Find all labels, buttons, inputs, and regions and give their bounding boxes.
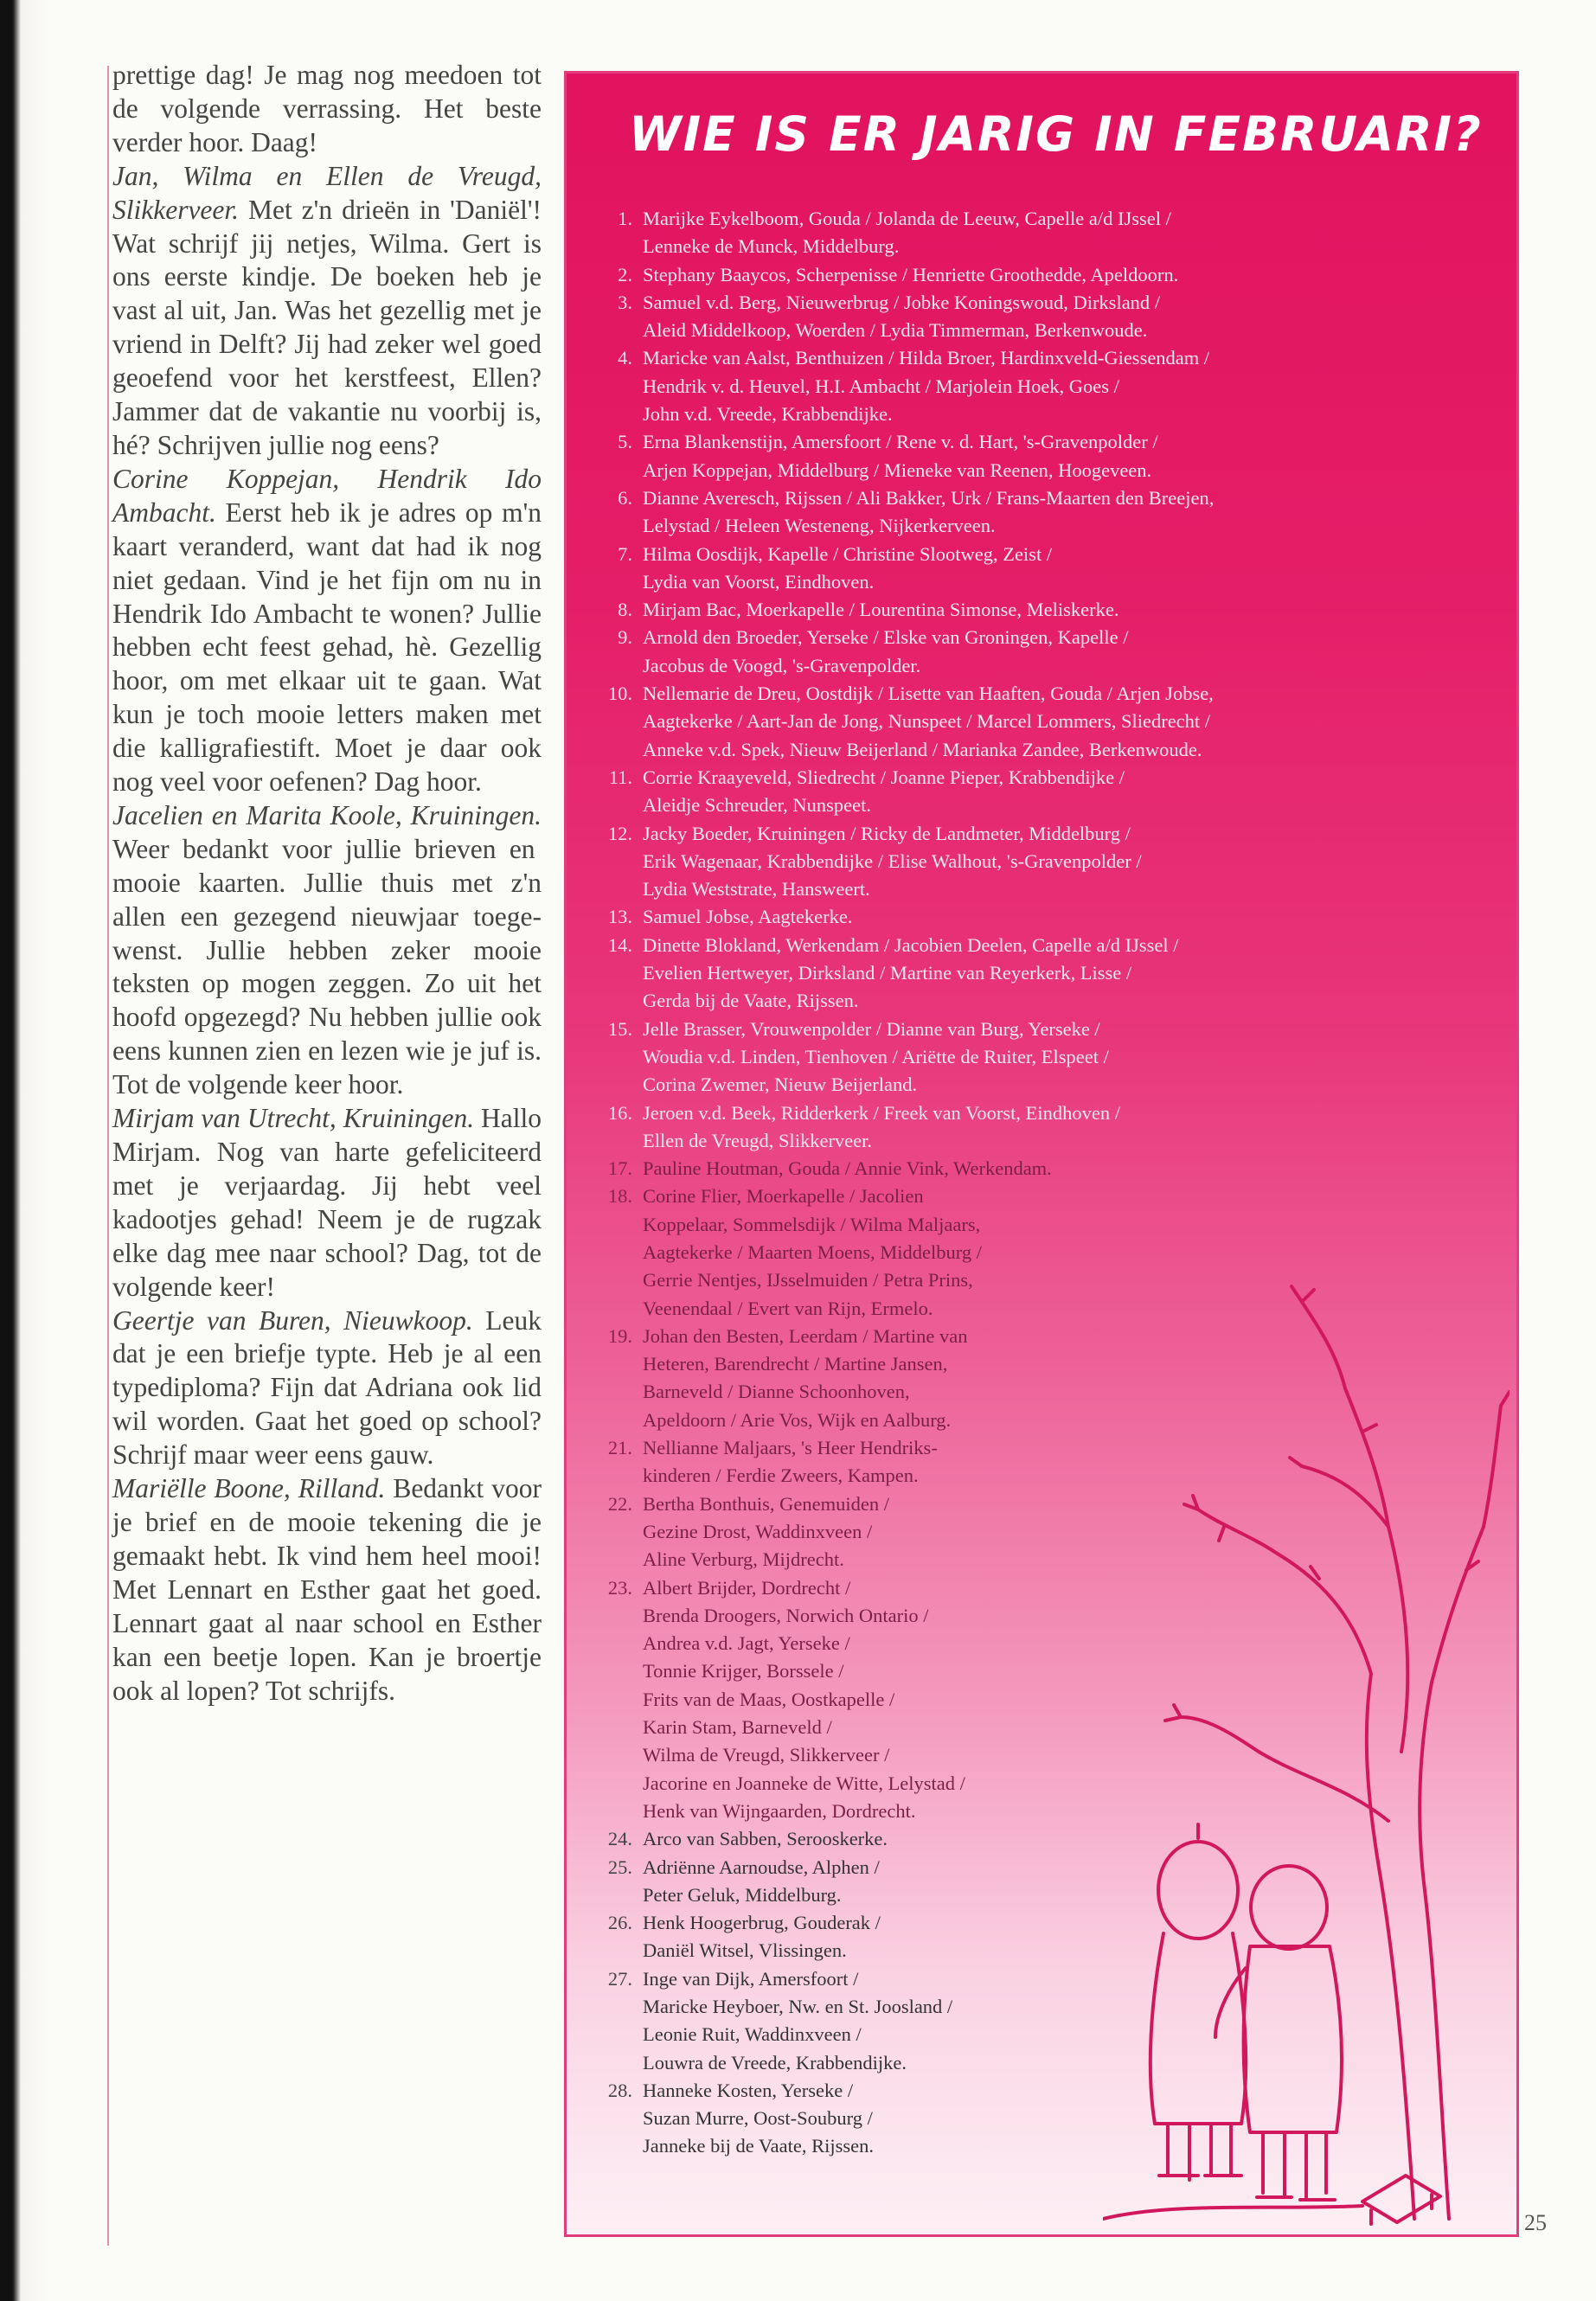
birthday-line: Andrea v.d. Jagt, Yerseke / (643, 1632, 850, 1655)
birthday-names (643, 541, 1466, 597)
birthday-line: Brenda Droogers, Norwich Ontario / (643, 1604, 929, 1626)
birthday-line: Heteren, Barendrecht / Martine Jansen, (643, 1353, 948, 1375)
birthday-line: Lydia Weststrate, Hansweert. (643, 878, 870, 901)
birthday-line: Corrie Kraayeveld, Sliedrecht / Joanne Pieper, Krabbendijke / (643, 766, 1125, 788)
birthday-line: Aleid Middelkoop, Woerden / Lydia Timmerman, Berkenwoude. (643, 319, 1148, 342)
birthday-line: Gezine Drost, Waddinxveen / (643, 1520, 873, 1542)
birthday-day: 9. (618, 626, 632, 649)
birthday-day: 25. (607, 1856, 632, 1878)
page-number: 25 (1524, 2210, 1547, 2235)
birthday-line: Jacobus de Voogd, 's-Gravenpolder. (643, 654, 921, 676)
birthday-line: Jeroen v.d. Beek, Ridderkerk / Freek van Voorst, Eindhoven / (643, 1101, 1120, 1124)
letter-text: Hallo Mirjam. Nog van harte gefeliciteerd met je verjaardag. Jij hebt veel kadootjes gehad! Neem je de rugzak elke dag mee naar school? Dag, tot de volgende keer! (112, 1103, 542, 1302)
birthday-line: Aleidje Schreuder, Nunspeet. (643, 794, 872, 817)
letter-text: Met z'n drieën in 'Daniël'! Wat schrijf jij netjes, Wilma. Gert is ons eerste kindje. De boeken heb je vast al uit, Jan. Was het gezellig met je vriend in Delft? Jij had zeker wel goed geoefend voor het kerstfeest, Ellen? Jammer dat de vakantie nu voorbij is, hé? Schrijven jullie nog eens? (112, 194, 542, 460)
birthday-line: Stephany Baaycos, Scherpenisse / Henriette Groothedde, Apeldoorn. (643, 263, 1179, 285)
birthday-line: Pauline Houtman, Gouda / Annie Vink, Werkendam. (643, 1157, 1052, 1180)
birthday-day: 3. (618, 291, 632, 313)
birthday-day: 18. (607, 1185, 632, 1208)
letter-text: Weer bedankt voor jullie brieven en mooie kaarten. Jullie thuis met z'n allen een gezegend nieuwjaar toegewenst. Jullie hebben zeker mooie teksten op mogen zeggen. Zo uit het hoofd opgezegd? Nu hebben jullie ook eens kunnen zien en lezen wie je juf is. Tot de volgende keer hoor. (112, 833, 542, 1100)
letter-text: Leuk dat je een briefje typte. Heb je al een typediploma? Fijn dat Adriana ook lid wil worden. Gaat het goed op school? Schrijf maar weer eens gauw. (112, 1304, 542, 1471)
birthday-day: 12. (607, 822, 632, 844)
birthday-entry (601, 680, 1466, 764)
birthday-line: Albert Brijder, Dordrecht / (643, 1576, 851, 1599)
birthday-day: 22. (607, 1492, 632, 1515)
birthday-line: Wilma de Vreugd, Slikkerveer / (643, 1744, 890, 1766)
birthday-line: Samuel v.d. Berg, Nieuwerbrug / Jobke Koningswoud, Dirksland / (643, 291, 1161, 313)
birthday-names (643, 764, 1466, 820)
birthday-line: Erna Blankenstijn, Amersfoort / Rene v. d. Hart, 's-Gravenpolder / (643, 431, 1158, 453)
birthday-names (643, 820, 1466, 904)
birthday-line: Aagtekerke / Maarten Moens, Middelburg / (643, 1240, 982, 1263)
letter-text: Bedankt voor je brief en de mooie tekening die je gemaakt hebt. Ik vind hem heel mooi! Met Lennart en Esther gaat het goed. Lennart gaat al naar school en Esther kan een beetje lopen. Kan je broertje ook al lopen? Tot schrijfs. (112, 1473, 542, 1706)
birthday-panel (564, 71, 1519, 2237)
birthday-day: 7. (618, 542, 632, 565)
birthday-line: Aline Verburg, Mijdrecht. (643, 1548, 844, 1571)
birthday-names (643, 932, 1466, 1016)
birthday-day: 24. (607, 1828, 632, 1850)
birthday-line: Marijke Eykelboom, Gouda / Jolanda de Leeuw, Capelle a/d IJssel / (643, 208, 1171, 229)
birthday-line: Suzan Murre, Oost-Souburg / (643, 2107, 873, 2130)
birthday-entry (601, 205, 1466, 261)
birthday-line: Lelystad / Heleen Westeneng, Nijkerkerveen. (643, 515, 996, 537)
birthday-day: 13. (607, 906, 632, 928)
birthday-names (643, 205, 1466, 261)
birthday-names (643, 1155, 1466, 1183)
page-binding-edge (0, 0, 50, 2301)
birthday-line: Hendrik v. d. Heuvel, H.I. Ambacht / Marjolein Hoek, Goes / (643, 375, 1119, 397)
birthday-day: 21. (607, 1437, 632, 1459)
birthday-line: Adriënne Aarnoudse, Alphen / (643, 1856, 880, 1878)
birthday-names (643, 261, 1466, 289)
birthday-line: Koppelaar, Sommelsdijk / Wilma Maljaars, (643, 1213, 981, 1235)
birthday-line: Samuel Jobse, Aagtekerke. (643, 906, 853, 928)
birthday-line: Lydia van Voorst, Eindhoven. (643, 570, 875, 593)
birthday-line: Corina Zwemer, Nieuw Beijerland. (643, 1074, 918, 1096)
birthday-line: Nellemarie de Dreu, Oostdijk / Lisette van Haaften, Gouda / Arjen Jobse, (643, 683, 1214, 705)
birthday-line: Maricke van Aalst, Benthuizen / Hilda Broer, Hardinxveld-Giessendam / (643, 347, 1210, 369)
birthday-line: Jelle Brasser, Vrouwenpolder / Dianne van Burg, Yerseke / (643, 1017, 1100, 1040)
birthday-day: 17. (607, 1157, 632, 1180)
birthday-line: Anneke v.d. Spek, Nieuw Beijerland / Marianka Zandee, Berkenwoude. (643, 738, 1202, 760)
correspondent-name: Geertje van Buren, Nieuwkoop. (112, 1304, 473, 1336)
birthday-entry (601, 484, 1466, 541)
birthday-line: Hanneke Kosten, Yerseke / (643, 2079, 854, 2101)
birthday-day: 11. (608, 766, 632, 788)
birthday-day: 8. (618, 599, 632, 621)
birthday-line: Barneveld / Dianne Schoonhoven, (643, 1381, 910, 1403)
correspondent-name: Corine Koppejan, Hendrik Ido Ambacht. (112, 463, 542, 528)
birthday-line: Tonnie Krijger, Borssele / (643, 1660, 844, 1682)
letter-text: prettige dag! Je mag nog meedoen tot de volgende verrassing. Het beste verder hoor. Daag! (112, 60, 542, 157)
birthday-day: 5. (618, 431, 632, 453)
birthday-entry (601, 764, 1466, 820)
birthday-line: Dianne Averesch, Rijssen / Ali Bakker, Urk / Frans-Maarten den Breejen, (643, 486, 1215, 509)
birthday-line: Nellianne Maljaars, 's Heer Hendriks- (643, 1437, 938, 1459)
birthday-entry (601, 344, 1466, 428)
birthday-names (643, 289, 1466, 345)
birthday-entry (601, 903, 1466, 931)
birthday-line: Inge van Dijk, Amersfoort / (643, 1967, 859, 1990)
birthday-day: 6. (618, 486, 632, 509)
birthday-names (643, 596, 1466, 624)
birthday-line: Lenneke de Munck, Middelburg. (643, 235, 900, 258)
birthday-line: Arco van Sabben, Serooskerke. (643, 1828, 888, 1850)
birthday-line: Jacorine en Joanneke de Witte, Lelystad / (643, 1772, 965, 1794)
birthday-entry (601, 624, 1466, 680)
birthday-line: John v.d. Vreede, Krabbendijke. (643, 403, 893, 426)
birthday-entry (601, 1099, 1466, 1156)
birthday-line: Karin Stam, Barneveld / (643, 1716, 832, 1739)
birthday-line: Daniël Witsel, Vlissingen. (643, 1939, 847, 1962)
birthday-line: Janneke bij de Vaate, Rijssen. (643, 2135, 875, 2157)
birthday-day: 10. (607, 683, 632, 705)
correspondent-name: Jan, Wilma en Ellen de Vreugd, Slikkerveer. (112, 160, 542, 225)
birthday-names (643, 680, 1466, 764)
birthday-entry (601, 932, 1466, 1016)
birthday-names (643, 1016, 1466, 1099)
birthday-line: Johan den Besten, Leerdam / Martine van (643, 1324, 968, 1347)
birthday-line: Arjen Koppejan, Middelburg / Mieneke van Reenen, Hoogeveen. (643, 458, 1152, 481)
birthday-day: 23. (607, 1576, 632, 1599)
birthday-line: Arnold den Broeder, Yerseke / Elske van Groningen, Kapelle / (643, 626, 1129, 649)
birthday-names (643, 428, 1466, 484)
birthday-day: 16. (607, 1101, 632, 1124)
birthday-names (643, 344, 1466, 428)
birthday-entry (601, 820, 1466, 904)
birthday-line: Peter Geluk, Middelburg. (643, 1883, 842, 1906)
birthday-line: Ellen de Vreugd, Slikkerveer. (643, 1129, 873, 1151)
letter-paragraph (112, 463, 542, 799)
birthday-entry (601, 1016, 1466, 1099)
birthday-line: Veenendaal / Evert van Rijn, Ermelo. (643, 1297, 933, 1319)
birthday-day: 15. (607, 1017, 632, 1040)
birthday-day: 27. (607, 1967, 632, 1990)
children-under-tree-illustration (1103, 1267, 1509, 2227)
birthday-line: Henk van Wijngaarden, Dordrecht. (643, 1799, 916, 1822)
birthday-line: Corine Flier, Moerkapelle / Jacolien (643, 1185, 924, 1208)
birthday-line: Frits van de Maas, Oostkapelle / (643, 1688, 895, 1710)
birthday-entry (601, 596, 1466, 624)
birthday-day: 1. (618, 208, 632, 229)
birthday-line: Erik Wagenaar, Krabbendijke / Elise Walhout, 's-Gravenpolder / (643, 849, 1142, 872)
letter-paragraph (112, 1472, 542, 1708)
birthday-names (643, 624, 1466, 680)
birthday-entry (601, 1155, 1466, 1183)
birthday-line: Aagtekerke / Aart-Jan de Jong, Nunspeet / Marcel Lommers, Sliedrecht / (643, 710, 1211, 733)
birthday-day: 14. (607, 933, 632, 956)
birthday-line: Evelien Hertweyer, Dirksland / Martine van Reyerkerk, Lisse / (643, 962, 1132, 984)
birthday-line: Gerda bij de Vaate, Rijssen. (643, 990, 859, 1012)
birthday-entry (601, 261, 1466, 289)
birthday-line: Apeldoorn / Arie Vos, Wijk en Aalburg. (643, 1408, 952, 1431)
birthday-entry (601, 289, 1466, 345)
letter-text: Eerst heb ik je adres op m'n kaart veranderd, want dat had ik nog niet gedaan. Vind je het fijn om nu in Hendrik Ido Ambacht te wonen? Jullie hebben echt feest gehad, hè. Gezellig hoor, om met elkaar uit te gaan. Wat kun je toch mooie letters maken met die kalligrafiestift. Moet je daar ook nog veel voor oefenen? Dag hoor. (112, 497, 542, 798)
birthday-line: Mirjam Bac, Moerkapelle / Lourentina Simonse, Meliskerke. (643, 599, 1119, 621)
birthday-entry (601, 428, 1466, 484)
birthday-line: Leonie Ruit, Waddinxveen / (643, 2023, 862, 2046)
letter-paragraph (112, 1304, 542, 1473)
panel-title: WIE IS ER JARIG IN FEBRUARI? (629, 106, 1483, 162)
birthday-day: 19. (607, 1324, 632, 1347)
correspondent-name: Jacelien en Marita Koole, Kruiningen. (112, 799, 542, 830)
birthday-day: 26. (607, 1912, 632, 1934)
birthday-day: 28. (607, 2079, 632, 2101)
letter-paragraph (112, 799, 542, 1102)
birthday-names (643, 484, 1466, 541)
birthday-line: Louwra de Vreede, Krabbendijke. (643, 2051, 907, 2073)
birthday-day: 4. (618, 347, 632, 369)
correspondent-name: Mirjam van Utrecht, Kruiningen. (112, 1103, 475, 1134)
birthday-line: Bertha Bonthuis, Genemuiden / (643, 1492, 889, 1515)
letters-column (112, 59, 542, 2256)
birthday-line: kinderen / Ferdie Zweers, Kampen. (643, 1465, 919, 1487)
birthday-day: 2. (618, 263, 632, 285)
birthday-line: Dinette Blokland, Werkendam / Jacobien Deelen, Capelle a/d IJssel / (643, 933, 1179, 956)
birthday-line: Woudia v.d. Linden, Tienhoven / Ariëtte de Ruiter, Elspeet / (643, 1045, 1109, 1067)
birthday-names (643, 903, 1466, 931)
birthday-line: Maricke Heyboer, Nw. en St. Joosland / (643, 1996, 953, 2017)
letter-paragraph (112, 160, 542, 463)
birthday-line: Hilma Oosdijk, Kapelle / Christine Slootweg, Zeist / (643, 542, 1053, 565)
birthday-line: Henk Hoogerbrug, Gouderak / (643, 1912, 881, 1934)
birthday-line: Gerrie Nentjes, IJsselmuiden / Petra Prins, (643, 1269, 973, 1292)
correspondent-name: Mariëlle Boone, Rilland. (112, 1473, 386, 1504)
column-rule (107, 66, 109, 2246)
birthday-line: Jacky Boeder, Kruiningen / Ricky de Landmeter, Middelburg / (643, 822, 1131, 844)
birthday-entry (601, 541, 1466, 597)
letter-paragraph (112, 59, 542, 160)
letter-paragraph (112, 1102, 542, 1304)
birthday-names (643, 1099, 1466, 1156)
